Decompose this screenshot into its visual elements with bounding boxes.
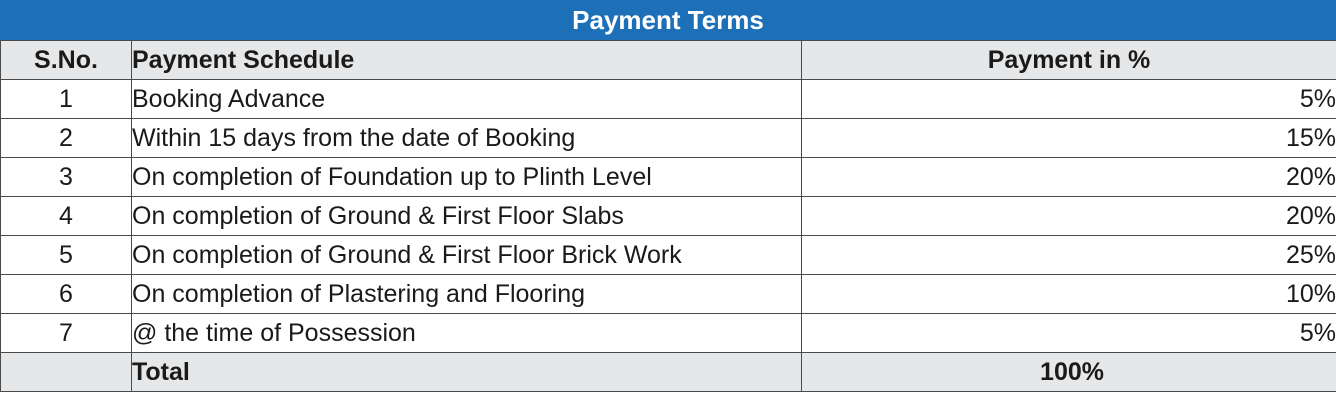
total-sno-cell (1, 353, 132, 392)
total-payment: 100% (802, 353, 1336, 392)
cell-payment: 20% (802, 197, 1336, 236)
cell-payment: 15% (802, 119, 1336, 158)
table-row (1, 197, 1336, 236)
column-header-payment: Payment in % (802, 41, 1336, 80)
cell-schedule: On completion of Foundation up to Plinth Level (132, 158, 802, 197)
cell-sno: 2 (1, 119, 132, 158)
table-header-row (1, 41, 1336, 80)
table-row (1, 158, 1336, 197)
cell-sno: 7 (1, 314, 132, 353)
table-row (1, 236, 1336, 275)
total-label: Total (132, 353, 802, 392)
cell-payment: 25% (802, 236, 1336, 275)
table-row (1, 314, 1336, 353)
cell-payment: 20% (802, 158, 1336, 197)
cell-sno: 3 (1, 158, 132, 197)
cell-schedule: Within 15 days from the date of Booking (132, 119, 802, 158)
column-header-schedule: Payment Schedule (132, 41, 802, 80)
cell-sno: 6 (1, 275, 132, 314)
cell-sno: 4 (1, 197, 132, 236)
cell-sno: 1 (1, 80, 132, 119)
cell-schedule: On completion of Ground & First Floor Brick Work (132, 236, 802, 275)
cell-schedule: Booking Advance (132, 80, 802, 119)
cell-schedule: On completion of Ground & First Floor Slabs (132, 197, 802, 236)
table-row (1, 80, 1336, 119)
cell-payment: 5% (802, 80, 1336, 119)
cell-sno: 5 (1, 236, 132, 275)
cell-payment: 5% (802, 314, 1336, 353)
cell-schedule: @ the time of Possession (132, 314, 802, 353)
payment-terms-table (0, 40, 1336, 392)
column-header-sno: S.No. (1, 41, 132, 80)
cell-schedule: On completion of Plastering and Flooring (132, 275, 802, 314)
table-row (1, 119, 1336, 158)
table-title: Payment Terms (0, 0, 1336, 40)
total-row (1, 353, 1336, 392)
cell-payment: 10% (802, 275, 1336, 314)
table-row (1, 275, 1336, 314)
